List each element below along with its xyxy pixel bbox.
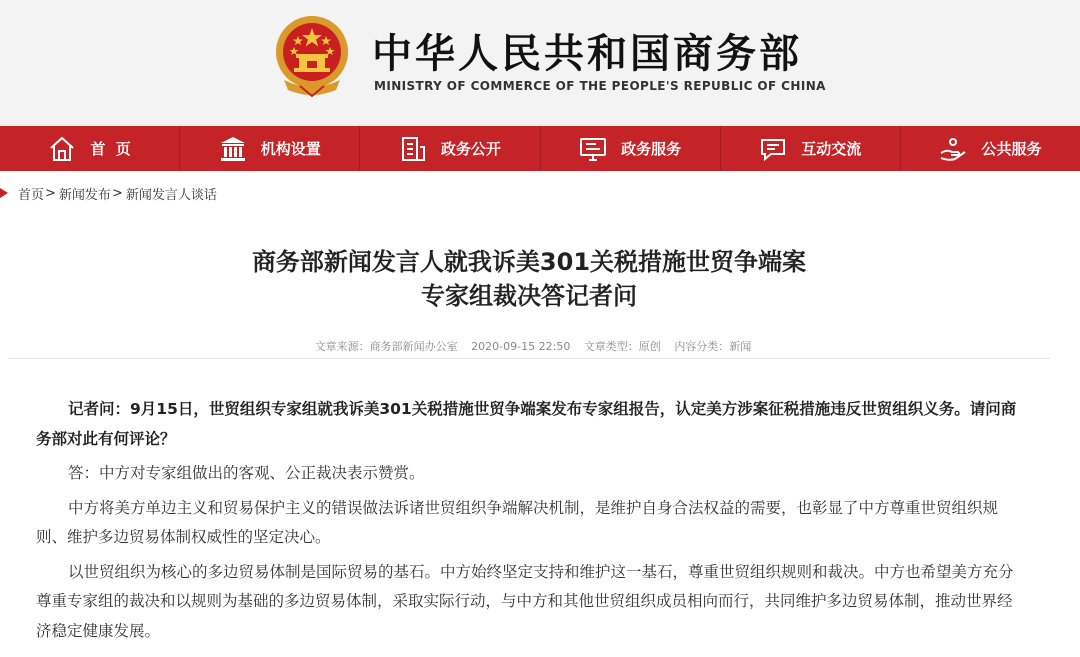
nav-item-interaction[interactable] (721, 126, 901, 171)
article-title (0, 245, 1058, 313)
article-body (36, 395, 1026, 651)
nav-item-public-services[interactable] (901, 126, 1080, 171)
breadcrumb-arrow-icon (0, 188, 8, 198)
nav-item-home[interactable] (0, 126, 180, 171)
nav-item-label: 公共服务 (981, 140, 1042, 158)
nav-item-label: 互动交流 (801, 140, 862, 158)
meta-type: 文章类型：原创 (583, 340, 661, 353)
article-paragraph: 中方将美方单边主义和贸易保护主义的错误做法诉诸世贸组织争端解决机制，是维护自身合法权益的需要，也彰显了中方尊重世贸组织规则、维护多边贸易体制权威性的坚定决心。 (36, 498, 999, 546)
article-question: 记者问：9月15日，世贸组织专家组就我诉美301关税措施世贸争端案发布专家组报告，认定美方涉案征税措施违反世贸组织义务。请问商务部对此有何评论？ (36, 400, 1017, 448)
meta-datetime: 2020-09-15 22:50 (471, 340, 571, 353)
breadcrumb-news[interactable]: 新闻发布 (58, 187, 111, 203)
meta-source: 文章来源：商务部新闻办公室 (314, 340, 458, 353)
nav-item-government-affairs[interactable] (360, 126, 540, 171)
monitor-icon (579, 135, 607, 163)
nav-item-label: 机构设置 (260, 140, 321, 158)
hand-icon (939, 135, 967, 163)
main-nav (0, 126, 1080, 171)
ministry-name-cn: 中华人民共和国商务部 (372, 31, 802, 77)
article-title-line1: 商务部新闻发言人就我诉美301关税措施世贸争端案 (251, 248, 807, 276)
article-title-line2: 专家组裁决答记者问 (421, 282, 637, 310)
article-meta (0, 338, 1066, 354)
breadcrumb-spokesperson[interactable]: 新闻发言人谈话 (125, 187, 217, 203)
home-icon (48, 135, 76, 163)
national-emblem-icon (272, 14, 352, 98)
nav-item-government-services[interactable] (541, 126, 721, 171)
building-icon (219, 135, 247, 163)
article-paragraph: 答：中方对专家组做出的客观、公正裁决表示赞赏。 (68, 464, 425, 482)
nav-item-label: 首 页 (90, 140, 131, 158)
article-paragraph: 以世贸组织为核心的多边贸易体制是国际贸易的基石。中方始终坚定支持和维护这一基石，尊重世贸组织规则和裁决。中方也希望美方充分尊重专家组的裁决和以规则为基础的多边贸易体制，采取实际行动，与中方和其他世贸组织成员相向而行，共同维护多边贸易体制，推动世界经济稳定健康发展。 (36, 562, 1014, 640)
meta-divider (8, 358, 1050, 359)
site-header (0, 0, 1080, 126)
nav-item-organization[interactable] (180, 126, 360, 171)
ministry-name-en: MINISTRY OF COMMERCE OF THE PEOPLE'S REPUBLIC OF CHINA (374, 79, 826, 93)
meta-category: 内容分类：新闻 (674, 340, 752, 353)
breadcrumb-home[interactable]: 首页 (18, 187, 45, 203)
chat-icon (759, 135, 787, 163)
nav-item-label: 政务公开 (440, 140, 501, 158)
breadcrumb: 首页 > 新闻发布 > 新闻发言人谈话 (0, 183, 217, 203)
document-icon (399, 135, 427, 163)
nav-item-label: 政务服务 (621, 140, 682, 158)
